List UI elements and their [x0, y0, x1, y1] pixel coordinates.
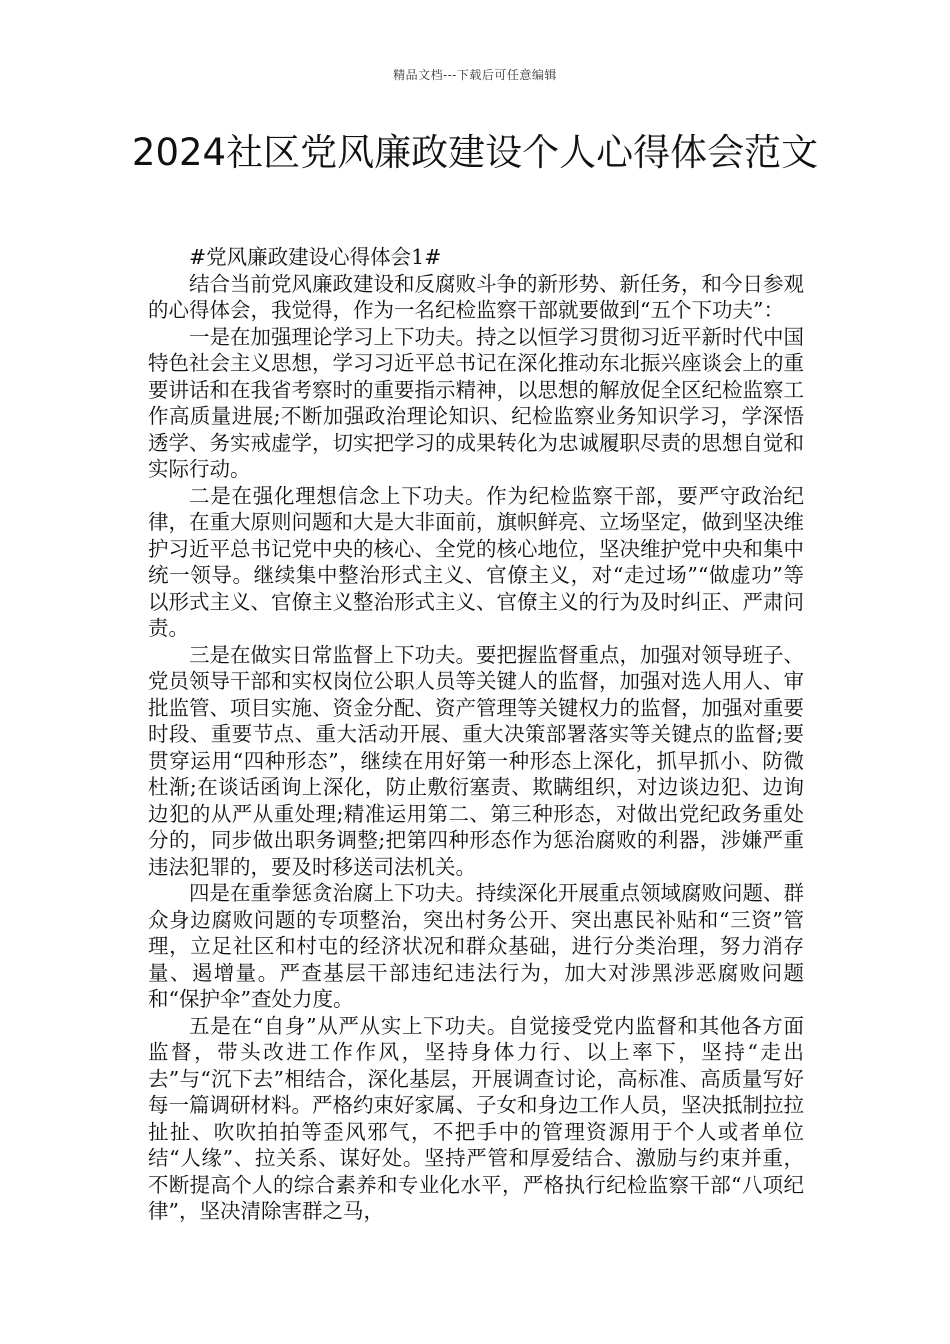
paragraph-2: 二是在强化理想信念上下功夫。作为纪检监察干部，要严守政治纪律，在重大原则问题和大是大非面前，旗帜鲜亮、立场坚定，做到坚决维护习近平总书记党中央的核心、全党的核心地位，坚决维护党中央和集中统一领导。继续集中整治形式主义、官僚主义，对“走过场”“做虚功”等以形式主义、官僚主义整治形式主义、官僚主义的行为及时纠正、严肃问责。: [148, 483, 804, 640]
section-heading: #党风廉政建设心得体会1#: [189, 245, 442, 269]
paragraph-5: 五是在“自身”从严从实上下功夫。自觉接受党内监督和其他各方面监督，带头改进工作作风，坚持身体力行、以上率下，坚持“走出去”与“沉下去”相结合，深化基层，开展调查讨论，高标准、高质量写好每一篇调研材料。严格约束好家属、子女和身边工作人员，坚决抵制拉拉扯扯、吹吹拍拍等歪风邪气，不把手中的管理资源用于个人或者单位结“人缘”、拉关系、谋好处。坚持严管和厚爱结合、激励与约束并重，不断提高个人的综合素养和专业化水平，严格执行纪检监察干部“八项纪律”，坚决清除害群之马，: [148, 1013, 804, 1223]
page-title: 2024社区党风廉政建设个人心得体会范文: [131, 131, 819, 174]
paragraph-intro: 结合当前党风廉政建设和反腐败斗争的新形势、新任务，和今日参观的心得体会，我觉得，作为一名纪检监察干部就要做到“五个下功夫”：: [148, 271, 804, 322]
header-note: 精品文档---下载后可任意编辑: [393, 68, 557, 82]
paragraph-1: 一是在加强理论学习上下功夫。持之以恒学习贯彻习近平新时代中国特色社会主义思想，学习习近平总书记在深化推动东北振兴座谈会上的重要讲话和在我省考察时的重要指示精神，以思想的解放促全区纪检监察工作高质量进展;不断加强政治理论知识、纪检监察业务知识学习，学深悟透学、务实戒虚学，切实把学习的成果转化为忠诚履职尽责的思想自觉和实际行动。: [148, 324, 804, 481]
paragraph-4: 四是在重拳惩贪治腐上下功夫。持续深化开展重点领域腐败问题、群众身边腐败问题的专项整治，突出村务公开、突出惠民补贴和“三资”管理，立足社区和村屯的经济状况和群众基础，进行分类治理，努力消存量、遏增量。严查基层干部违纪违法行为，加大对涉黑涉恶腐败问题和“保护伞”查处力度。: [148, 881, 804, 1011]
document-body: [148, 244, 804, 1225]
paragraph-3: 三是在做实日常监督上下功夫。要把握监督重点，加强对领导班子、党员领导干部和实权岗位公职人员等关键人的监督，加强对选人用人、审批监管、项目实施、资金分配、资产管理等关键权力的监督，加强对重要时段、重要节点、重大活动开展、重大决策部署落实等关键点的监督;要贯穿运用“四种形态”，继续在用好第一种形态上深化，抓早抓小、防微杜渐;在谈话函询上深化，防止敷衍塞责、欺瞒组织，对边谈边犯、边询边犯的从严从重处理;精准运用第二、第三种形态，对做出党纪政务重处分的，同步做出职务调整;把第四种形态作为惩治腐败的利器，涉嫌严重违法犯罪的，要及时移送司法机关。: [148, 642, 804, 879]
